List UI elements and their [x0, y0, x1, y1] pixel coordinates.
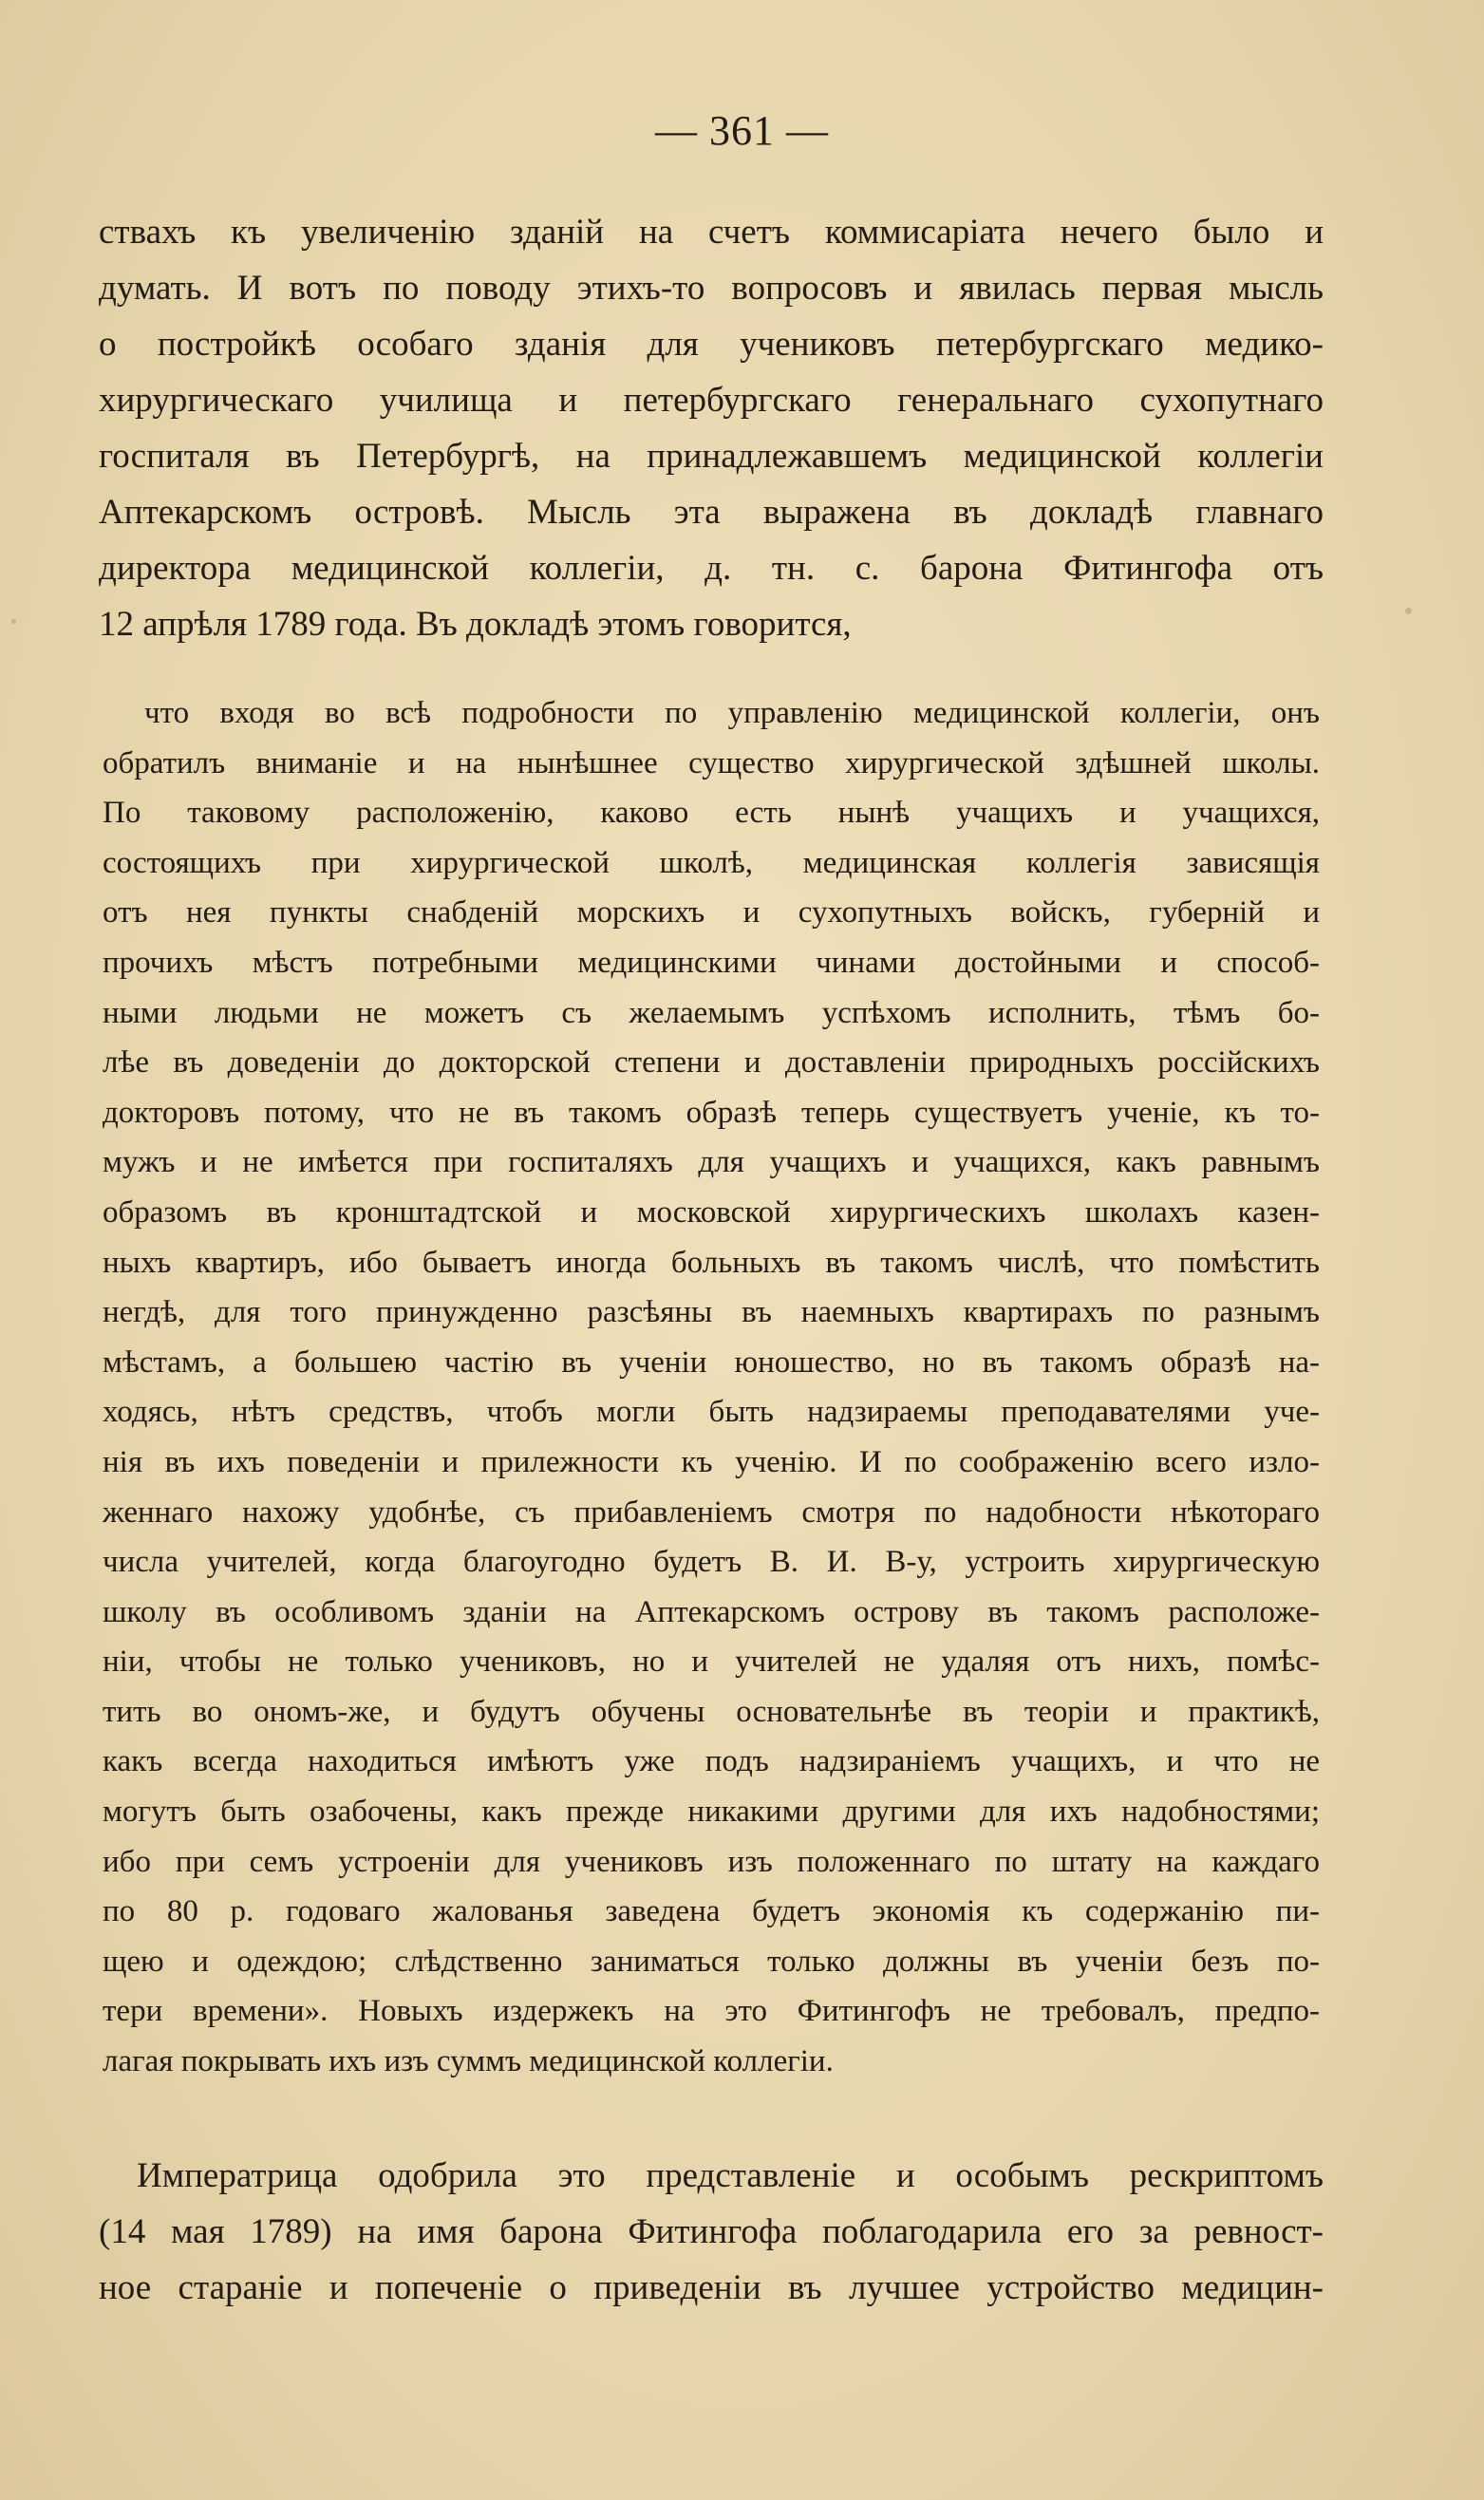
text-line: хирургическаго училища и петербургскаго генеральнаго сухопутнаго — [99, 381, 1324, 420]
quote-line: ныхъ квартиръ, ибо бываетъ иногда больныхъ въ такомъ числѣ, что помѣстить — [103, 1245, 1320, 1280]
quote-line: женнаго нахожу удобнѣе, съ прибавленіемъ смотря по надобности нѣкотораго — [103, 1494, 1320, 1530]
text-line: о постройкѣ особаго зданія для учениковъ петербургскаго медико- — [99, 325, 1324, 364]
quote-line: мужъ и не имѣется при госпиталяхъ для учащихъ и учащихся, какъ равнымъ — [103, 1145, 1320, 1180]
quote-line: прочихъ мѣстъ потребными медицинскими чинами достойными и способ- — [103, 945, 1320, 980]
quote-line: что входя во всѣ подробности по управленію медицинской коллегіи, онъ — [144, 696, 1320, 730]
quote-line: мѣстамъ, а большею частію въ ученіи юношество, но въ такомъ образѣ на- — [103, 1344, 1320, 1380]
text-line: Императрица одобрила это представленіе и особымъ рескриптомъ — [137, 2156, 1324, 2195]
quote-line: лагая покрывать ихъ изъ суммъ медицинской коллегіи. — [103, 2044, 834, 2079]
paper-speck — [1405, 608, 1412, 614]
quote-line: числа учителей, когда благоугодно будетъ В. И. В-у, устроить хирургическую — [103, 1545, 1320, 1580]
quote-line: лѣе въ доведеніи до докторской степени и доставленіи природныхъ россійскихъ — [103, 1045, 1320, 1081]
text-line: думать. И вотъ по поводу этихъ-то вопросовъ и явилась первая мысль — [99, 269, 1324, 308]
quote-line: ибо при семъ устроеніи для учениковъ изъ положеннаго по штату на каждаго — [103, 1844, 1320, 1879]
quote-line: могутъ быть озабочены, какъ прежде никакими другими для ихъ надобностями; — [103, 1795, 1320, 1830]
quoted-report — [103, 688, 1320, 2087]
quote-line: тить во ономъ-же, и будутъ обучены основательнѣе въ теоріи и практикѣ, — [103, 1694, 1320, 1729]
quote-line: какъ всегда находиться имѣютъ уже подъ надзираніемъ учащихъ, и что не — [103, 1744, 1320, 1779]
quote-line: отъ нея пункты снабденій морскихъ и сухопутныхъ войскъ, губерній и — [103, 895, 1320, 930]
quote-line: ными людьми не можетъ съ желаемымъ успѣхомъ исполнить, тѣмъ бо- — [103, 995, 1320, 1030]
text-line: 12 апрѣля 1789 года. Въ докладѣ этомъ говорится, — [99, 605, 852, 644]
quote-line: нія въ ихъ поведеніи и прилежности къ ученію. И по соображенію всего изло- — [103, 1444, 1320, 1479]
paragraph-1 — [99, 204, 1324, 652]
paper-speck — [11, 619, 16, 624]
text-line: (14 мая 1789) на имя барона Фитингофа поблагодарила его за ревност- — [99, 2212, 1324, 2251]
quote-line: тери времени». Новыхъ издержекъ на это Фитингофъ не требовалъ, предпо- — [103, 1994, 1320, 2029]
text-line: ствахъ къ увеличенію зданій на счетъ коммисаріата нечего было и — [99, 213, 1324, 252]
quote-line: докторовъ потому, что не въ такомъ образѣ теперь существуетъ ученіе, къ то- — [103, 1095, 1320, 1130]
quote-line: негдѣ, для того принужденно разсѣяны въ наемныхъ квартирахъ по разнымъ — [103, 1295, 1320, 1330]
quote-line: щею и одеждою; слѣдственно заниматься только должны въ ученіи безъ по- — [103, 1944, 1320, 1979]
quote-line: По таковому расположенію, каково есть нынѣ учащихъ и учащихся, — [103, 796, 1320, 831]
paragraph-2 — [99, 2148, 1324, 2316]
text-line: Аптекарскомъ островѣ. Мысль эта выражена въ докладѣ главнаго — [99, 493, 1324, 532]
quote-line: по 80 р. годоваго жалованья заведена будетъ экономія къ содержанію пи- — [103, 1894, 1320, 1929]
quote-line: обратилъ вниманіе и на нынѣшнее существо хирургической здѣшней школы. — [103, 745, 1320, 780]
text-line: госпиталя въ Петербургѣ, на принадлежавшемъ медицинской коллегіи — [99, 437, 1324, 476]
quote-line: школу въ особливомъ зданіи на Аптекарскомъ острову въ такомъ расположе- — [103, 1594, 1320, 1629]
quote-line: ніи, чтобы не только учениковъ, но и учителей не удаляя отъ нихъ, помѣс- — [103, 1645, 1320, 1680]
quote-line: образомъ въ кронштадтской и московской хирургическихъ школахъ казен- — [103, 1194, 1320, 1230]
page-number: — 361 — — [655, 107, 829, 154]
quote-line: состоящихъ при хирургической школѣ, медицинская коллегія зависящія — [103, 845, 1320, 880]
text-line: директора медицинской коллегіи, д. тн. с. барона Фитингофа отъ — [99, 549, 1324, 588]
text-line: ное стараніе и попеченіе о приведеніи въ лучшее устройство медицин- — [99, 2268, 1324, 2307]
quote-line: ходясь, нѣтъ средствъ, чтобъ могли быть надзираемы преподавателями уче- — [103, 1395, 1320, 1430]
